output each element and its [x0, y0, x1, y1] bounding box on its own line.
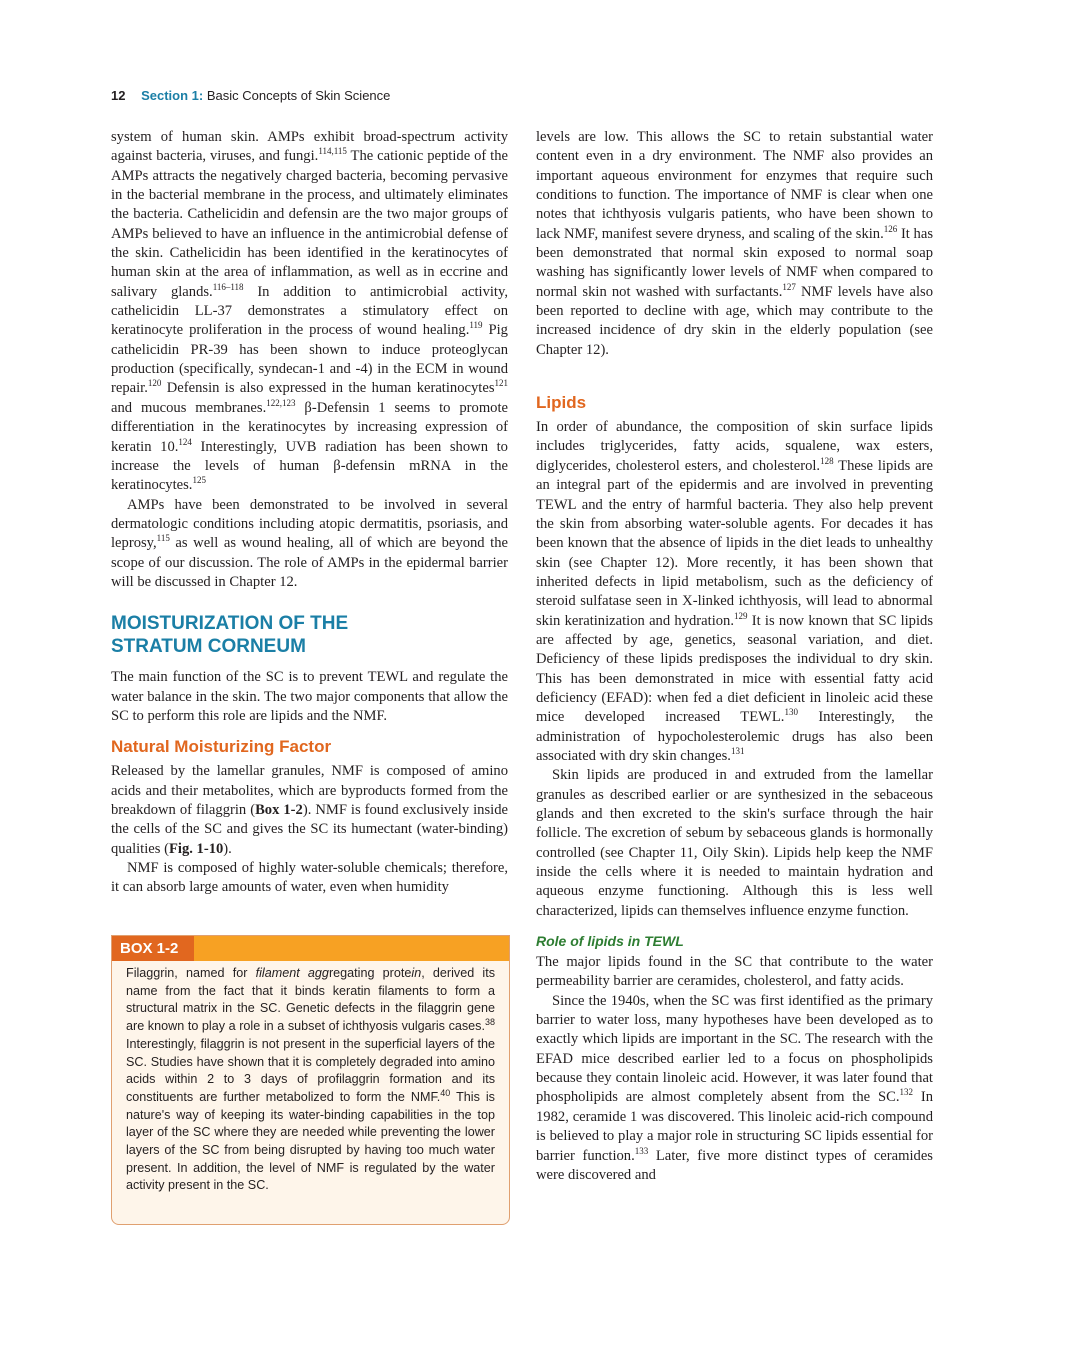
paragraph-skin-lipids: Skin lipids are produced in and extruded from the lamellar granules as described earlier or are synthesized in the sebaceous glands and then excreted to the skin's surface through the hair follicle. The excretion of sebum by sebaceous glands is hormonally controlled (see Chapter 11, Oily Skin). Lipids help keep the NMF inside the cells where it is needed to maintain hydration and aqueous enzyme functioning. Although this is less well characterized, lipids can themselves influence enzyme function. [536, 767, 933, 919]
left-column [111, 128, 508, 898]
heading-nmf: Natural Moisturizing Factor [111, 737, 332, 757]
page-number: 12 [111, 88, 126, 103]
heading-role-of-lipids: Role of lipids in TEWL [536, 933, 684, 950]
paragraph-major-lipids: The major lipids found in the SC that contribute to the water permeability barrier are ceramides, cholesterol, and fatty acids. [536, 954, 933, 990]
heading-moisturization: MOISTURIZATION OF THE STRATUM CORNEUM [111, 613, 349, 658]
paragraph-lipids: In order of abundance, the composition of skin surface lipids includes triglycerides, fatty acids, squalene, wax esters, diglycerides, cholesterol esters, and cholesterol.$^{128}$ These lipids are an integral part of the epidermis and are involved in preventing TEWL and the entry of harmful bacteria. They also help prevent the skin from absorbing water-soluble agents. For decades it has been known that the absence of lipids in the diet leads to unhealthy skin (see Chapter 12). More recently, it has been shown that inherited defects in lipid metabolism, such as the deficiency of steroid sulfatase seen in X-linked ichthyosis, will lead to abnormal skin keratinization and hydration.$^{129}$ It is now known that SC lipids are affected by age, genetics, seasonal variation, and diet. Deficiency of these lipids predisposes the individual to dry skin. This has been demonstrated in mice with essential fatty acid deficiency (EFAD): when fed a diet deficient in linoleic acid these mice developed increased TEWL.$^{130}$ Interestingly, the administration of hypocholesterolemic drugs has also been associated with dry skin changes.$^{131}$ [536, 419, 934, 764]
box-header-bar [112, 936, 509, 961]
paragraph-nmf-continued: levels are low. This allows the SC to retain substantial water content even in a dry environment. The NMF also provides an important aqueous environment for enzymes that require such conditions to function. The importance of NMF is clear when one notes that ichthyosis vulgaris patients, who have been shown to lack NMF, manifest severe dryness, and scaling of the skin.$^{126}$ It has been demonstrated that normal skin exposed to normal soap washing has significantly lower levels of NMF when compared to normal skin not washed with surfactants.$^{127}$ NMF levels have also been reported to decline with age, which may contribute to the increased incidence of dry skin in the elderly population (see Chapter 12). [536, 129, 933, 358]
box-body: Filaggrin, named for filament aggregating protein, derived its name from the fact that it binds keratin filaments to form a structural matrix in the SC. Genetic defects in the filaggrin gene are known to play a role in a subset of ichthyosis vulgaris cases.$^{38}$ Interestingly, filaggrin is not present in the superficial layers of the SC. Studies have shown that it is completely degraded into amino acids within 2 to 3 days of profilaggrin formation and its constituents are further metabolized to form the NMF.$^{40}$ This is nature's way of keeping its water-binding capabilities in the top layer of the SC where they are needed while preventing the lower layers of the SC from being disrupted by having too much water present. In addition, the level of NMF is regulated by the water activity present in the SC. [126, 966, 496, 1193]
box-label: BOX 1-2 [112, 936, 194, 961]
box-1-2 [111, 935, 510, 1225]
paragraph-sc-function: The main function of the SC is to prevent TEWL and regulate the water balance in the skin. The two major components that allow the SC to perform this role are lipids and the NMF. [111, 669, 508, 724]
paragraph-nmf-water: NMF is composed of highly water-soluble chemicals; therefore, it can absorb large amounts of water, even when humidity [111, 860, 508, 896]
paragraph-amps: system of human skin. AMPs exhibit broad-spectrum activity against bacteria, viruses, and fungi.$^{114,115}$ The cationic peptide of the AMPs attracts the negatively charged bacteria, becoming pervasive in the bacterial membrane in the process, and ultimately eliminates the bacteria. Cathelicidin and defensin are the two major groups of AMPs believed to have an influence in the antimicrobial defense of the skin. Cathelicidin has been identified in the keratinocytes of human skin at the area of inflammation, as well as in eccrine and salivary glands.$^{116-118}$ In addition to antimicrobial activity, cathelicidin LL-37 demonstrates a stimulatory effect on keratinocyte proliferation in the process of wound healing.$^{119}$ Pig cathelicidin PR-39 has been shown to induce proteoglycan production (specifically, syndecan-1 and -4) in the ECM in wound repair.$^{120}$ Defensin is also expressed in the human keratinocytes$^{121}$ and mucous membranes.$^{122,123}$ β-Defensin 1 seems to promote differentiation in the keratinocytes by increasing expression of keratin 10.$^{124}$ Interestingly, UVB radiation has been shown to increase the levels of human β-defensin mRNA in the keratinocytes.$^{125}$ [111, 129, 509, 494]
section-label: Section 1: [141, 88, 204, 103]
section-title: Basic Concepts of Skin Science [206, 88, 391, 103]
right-column [536, 128, 933, 1185]
heading-lipids: Lipids [536, 393, 587, 413]
running-header [111, 88, 390, 103]
paragraph-amps-conditions: AMPs have been demonstrated to be involved in several dermatologic conditions including atopic dermatitis, psoriasis, and leprosy,$^{115}$ as well as wound healing, all of which are beyond the scope of our discussion. The role of AMPs in the epidermal barrier will be discussed in Chapter 12. [111, 496, 508, 590]
paragraph-nmf: Released by the lamellar granules, NMF is composed of amino acids and their metabolites, which are byproducts formed from the breakdown of filaggrin (Box 1-2). NMF is found exclusively inside the cells of the SC and gives the SC its humectant (water-binding) qualities (Fig. 1-10). [111, 763, 508, 857]
paragraph-ceramides: Since the 1940s, when the SC was first identified as the primary barrier to water loss, many hypotheses have been developed as to exactly which lipids are important in the SC. The research with the EFAD mice described earlier led to a focus on phospholipids because they contain linoleic acid. However, it was later found that phospholipids are almost completely absent from the SC.$^{132}$ In 1982, ceramide 1 was discovered. This linoleic acid-rich compound is believed to play a major role in structuring SC lipids essential for barrier function.$^{133}$ Later, five more distinct types of ceramides were discovered and [536, 992, 934, 1183]
